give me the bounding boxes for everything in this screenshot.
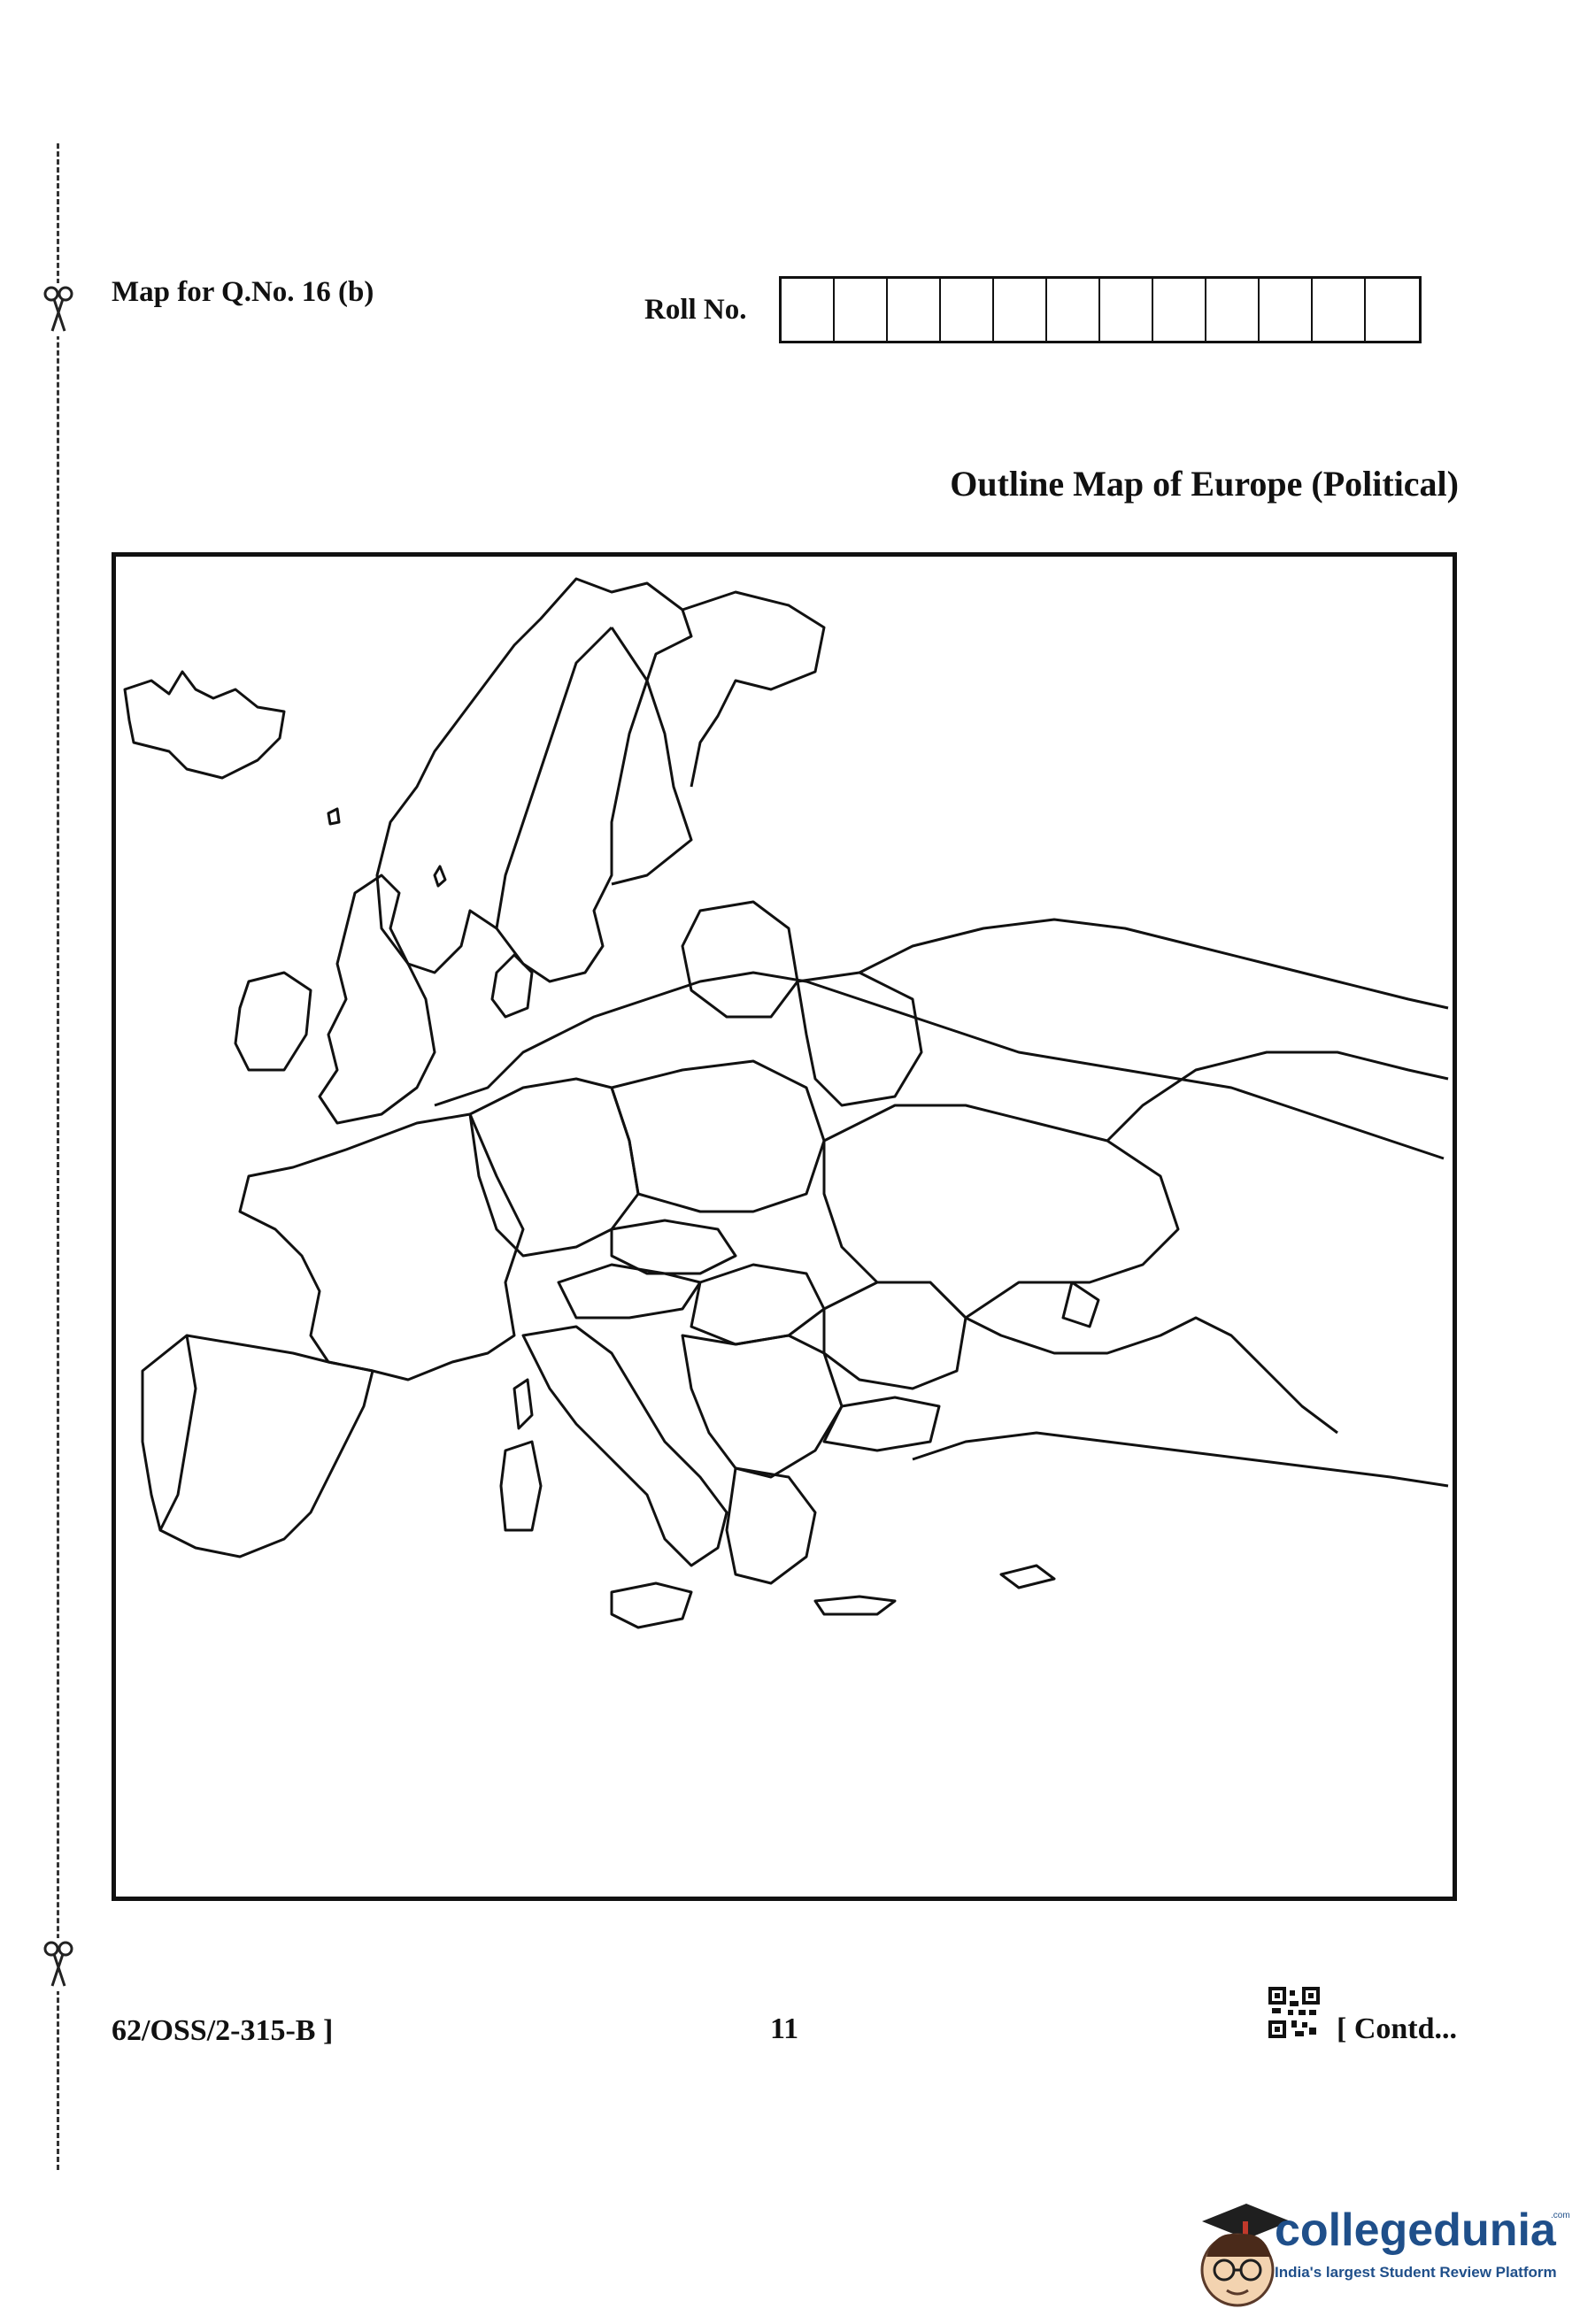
roll-number-cell[interactable] xyxy=(782,279,835,341)
roll-number-cell[interactable] xyxy=(941,279,994,341)
baltics-outline xyxy=(682,902,798,1017)
continued-label: [ Contd... xyxy=(1337,2012,1458,2045)
map-title: Outline Map of Europe (Political) xyxy=(950,464,1459,504)
roll-number-cell[interactable] xyxy=(1047,279,1100,341)
hungary-outline xyxy=(691,1265,824,1344)
scissors-icon xyxy=(42,1938,74,1991)
crimea-outline xyxy=(1063,1282,1098,1327)
roll-number-cell[interactable] xyxy=(1100,279,1153,341)
black-sea-coast xyxy=(966,1318,1337,1433)
spain-portugal-border xyxy=(160,1335,196,1530)
czech-outline xyxy=(612,1220,736,1274)
belarus-outline xyxy=(798,973,921,1105)
roll-number-cell[interactable] xyxy=(994,279,1047,341)
paper-code: 62/OSS/2-315-B ] xyxy=(112,2014,334,2047)
cyprus-outline xyxy=(1001,1566,1054,1588)
map-drawing xyxy=(116,557,1453,1897)
france-outline xyxy=(240,1114,523,1380)
italy-outline xyxy=(523,1327,727,1566)
ukraine-outline xyxy=(824,1105,1178,1318)
kola-outline xyxy=(682,592,824,787)
roll-number-label: Roll No. xyxy=(644,294,747,326)
russia-inner-border xyxy=(1107,1052,1448,1141)
sicily-outline xyxy=(612,1583,691,1628)
roll-number-cell[interactable] xyxy=(888,279,941,341)
faroe-outline xyxy=(328,809,339,824)
question-label: Map for Q.No. 16 (b) xyxy=(112,276,374,308)
roll-number-boxes[interactable] xyxy=(779,276,1422,343)
crete-outline xyxy=(815,1597,895,1614)
great-britain-outline xyxy=(320,875,435,1123)
sweden-border xyxy=(497,627,612,928)
north-coast-line xyxy=(435,973,1444,1158)
bulgaria-outline xyxy=(824,1397,939,1451)
shetland-outline xyxy=(435,866,445,886)
scandinavia-outline xyxy=(377,579,691,981)
qr-code-icon xyxy=(1268,1987,1320,2038)
brand-tagline: India's largest Student Review Platform xyxy=(1275,2264,1557,2281)
scissors-icon xyxy=(42,283,74,336)
turkey-outline xyxy=(913,1433,1448,1486)
poland-outline xyxy=(612,1061,824,1212)
corsica-outline xyxy=(514,1380,532,1428)
roll-number-cell[interactable] xyxy=(835,279,888,341)
roll-number-cell[interactable] xyxy=(1153,279,1206,341)
brand-name[interactable]: collegedunia xyxy=(1275,2205,1556,2256)
greece-outline xyxy=(727,1468,815,1583)
roll-number-cell[interactable] xyxy=(1366,279,1419,341)
cut-line xyxy=(57,143,59,2170)
brand-domain-suffix: .com xyxy=(1551,2211,1570,2220)
balkans-outline xyxy=(682,1335,842,1477)
ireland-outline xyxy=(235,973,311,1070)
iceland-outline xyxy=(125,672,284,778)
russia-west-outline xyxy=(859,920,1448,1008)
roll-number-cell[interactable] xyxy=(1206,279,1260,341)
iberia-outline xyxy=(143,1335,373,1557)
roll-number-cell[interactable] xyxy=(1313,279,1366,341)
page-number: 11 xyxy=(770,2012,799,2045)
sardinia-outline xyxy=(501,1442,541,1530)
roll-number-cell[interactable] xyxy=(1260,279,1313,341)
europe-outline-map xyxy=(112,552,1457,1901)
